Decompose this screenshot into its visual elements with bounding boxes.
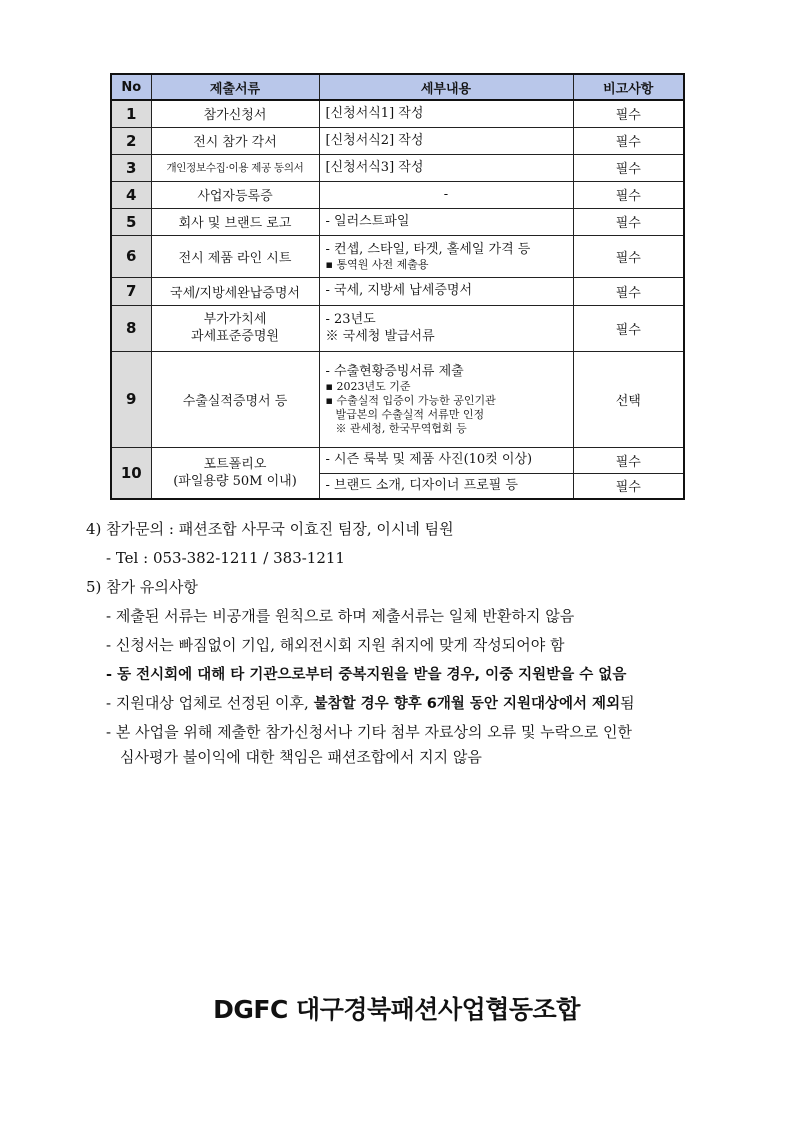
row-document: 참가신청서: [151, 100, 319, 127]
detail-line: - 컨셉, 스타일, 타겟, 홀세일 가격 등: [325, 241, 531, 257]
table-row: [111, 154, 684, 181]
row-remark: 필수: [573, 305, 684, 351]
detail-subline: ※ 관세청, 한국무역협회 등: [335, 421, 467, 435]
row-remark: 필수: [573, 127, 684, 154]
header-details: 세부내용: [319, 74, 573, 100]
caution-text: - 지원대상 업체로 선정된 이후,: [106, 694, 314, 712]
header-document: 제출서류: [151, 74, 319, 100]
row-details: - 일러스트파일: [319, 208, 573, 235]
row-details: [신청서식1] 작성: [319, 100, 573, 127]
document-line: 부가가치세: [203, 312, 267, 327]
row-document: 전시 참가 각서: [151, 127, 319, 154]
detail-subline: ▪ 통역원 사전 제출용: [325, 257, 429, 271]
row-document: 전시 제품 라인 시트: [151, 235, 319, 277]
row-no: 10: [111, 447, 151, 499]
detail-line: ※ 국세청 발급서류: [325, 329, 435, 344]
caution-bold-text: 불참할 경우 향후 6개월 동안 지원대상에서 제외: [313, 696, 621, 712]
row-no: 8: [111, 305, 151, 351]
row-document: [151, 447, 319, 499]
table-row: [111, 127, 684, 154]
organization-footer: DGFC 대구경북패션사업협동조합: [213, 995, 580, 1024]
caution-item: [86, 689, 746, 718]
row-details: -: [319, 181, 573, 208]
table-row: [111, 181, 684, 208]
row-remark: 필수: [573, 473, 684, 499]
table-row: [111, 447, 684, 473]
document-line: 포트폴리오: [203, 456, 267, 472]
submission-documents-table: [110, 73, 685, 500]
row-no: 1: [111, 100, 151, 127]
header-no: No: [111, 74, 151, 100]
row-details: [신청서식2] 작성: [319, 127, 573, 154]
row-remark: 필수: [573, 208, 684, 235]
header-remark: 비고사항: [573, 74, 684, 100]
row-details: [319, 235, 573, 277]
detail-subline: 발급본의 수출실적 서류만 인정: [335, 407, 485, 421]
row-document: 회사 및 브랜드 로고: [151, 208, 319, 235]
row-no: 7: [111, 277, 151, 305]
caution-item-continued: 심사평가 불이익에 대한 책임은 패션조합에서 지지 않음: [120, 748, 482, 766]
row-document: 개인정보수집·이용 제공 동의서: [151, 154, 319, 181]
row-document: [151, 305, 319, 351]
document-line: (파일용량 50M 이내): [173, 473, 297, 489]
row-details: [319, 305, 573, 351]
row-remark: 필수: [573, 447, 684, 473]
table-row: [111, 100, 684, 127]
row-remark: 필수: [573, 277, 684, 305]
table-row: [111, 277, 684, 305]
row-details: - 브랜드 소개, 디자이너 프로필 등: [319, 473, 573, 499]
row-remark: 필수: [573, 154, 684, 181]
detail-subline: ▪ 수출실적 입증이 가능한 공인기관: [325, 393, 496, 407]
row-remark: 필수: [573, 181, 684, 208]
document-line: 과세표준증명원: [191, 329, 279, 344]
table-row: [111, 305, 684, 351]
notes-section: [86, 515, 746, 772]
caution-item: - 신청서는 빠짐없이 기입, 해외전시회 지원 취지에 맞게 작성되어야 함: [106, 636, 565, 654]
row-no: 2: [111, 127, 151, 154]
row-details: [신청서식3] 작성: [319, 154, 573, 181]
table-row: [111, 208, 684, 235]
row-document: 국세/지방세완납증명서: [151, 277, 319, 305]
row-no: 3: [111, 154, 151, 181]
caution-bold-text: - 동 전시회에 대해 타 기관으로부터 중복지원을 받을 경우, 이중 지원받을 수 없음: [106, 667, 627, 683]
row-document: 수출실적증명서 등: [151, 351, 319, 447]
row-remark: 필수: [573, 235, 684, 277]
contact-title: 4) 참가문의 : 패션조합 사무국 이효진 팀장, 이시네 팀원: [86, 520, 454, 538]
table-row: [111, 351, 684, 447]
detail-line: - 23년도: [325, 312, 376, 327]
caution-item: - 본 사업을 위해 제출한 참가신청서나 기타 첨부 자료상의 오류 및 누락으로 인한: [106, 723, 632, 741]
row-no: 9: [111, 351, 151, 447]
detail-subline: ▪ 2023년도 기준: [325, 379, 411, 393]
row-details: - 국세, 지방세 납세증명서: [319, 277, 573, 305]
table-header-row: [111, 74, 684, 100]
contact-tel: - Tel : 053-382-1211 / 383-1211: [106, 549, 345, 567]
row-no: 5: [111, 208, 151, 235]
caution-item: [86, 660, 746, 689]
detail-line: - 수출현황증빙서류 제출: [325, 363, 464, 379]
row-document: 사업자등록증: [151, 181, 319, 208]
row-no: 4: [111, 181, 151, 208]
row-remark: 필수: [573, 100, 684, 127]
row-no: 6: [111, 235, 151, 277]
row-details: - 시즌 룩북 및 제품 사진(10컷 이상): [319, 447, 573, 473]
caution-text: 됨: [620, 694, 635, 712]
caution-title: 5) 참가 유의사항: [86, 578, 198, 596]
row-details: [319, 351, 573, 447]
table-row: [111, 235, 684, 277]
caution-item: - 제출된 서류는 비공개를 원칙으로 하며 제출서류는 일체 반환하지 않음: [106, 607, 575, 625]
row-remark: 선택: [573, 351, 684, 447]
